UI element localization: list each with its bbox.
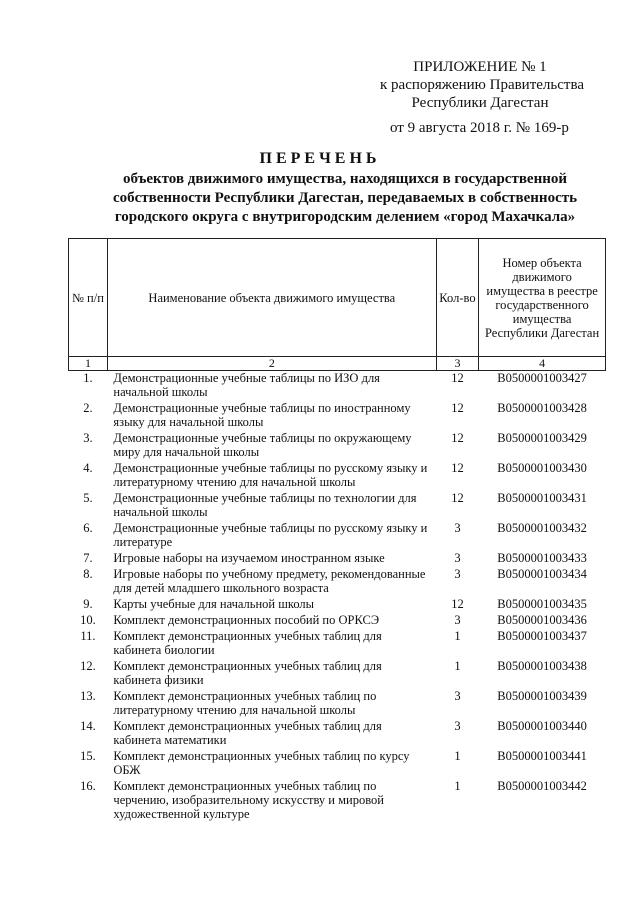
table-row bbox=[69, 371, 606, 402]
table-row bbox=[69, 401, 606, 431]
row-name: Игровые наборы на изучаемом иностранном языке bbox=[113, 551, 385, 565]
row-number: 7. bbox=[83, 551, 93, 565]
row-quantity: 12 bbox=[451, 461, 464, 475]
row-quantity: 3 bbox=[454, 719, 461, 733]
header-qty: Кол-во bbox=[436, 239, 478, 357]
row-quantity: 12 bbox=[451, 371, 464, 385]
table-row bbox=[69, 491, 606, 521]
header-name: Наименование объекта движимого имущества bbox=[107, 239, 436, 357]
row-quantity: 1 bbox=[454, 629, 461, 643]
row-quantity: 12 bbox=[451, 597, 464, 611]
row-number: 8. bbox=[83, 567, 93, 581]
row-number: 12. bbox=[80, 659, 96, 673]
row-name: Комплект демонстрационных учебных таблиц по курсу ОБЖ bbox=[113, 749, 410, 777]
appendix-order-line: к распоряжению Правительства bbox=[380, 77, 585, 93]
row-quantity: 1 bbox=[454, 659, 461, 673]
row-quantity: 12 bbox=[451, 491, 464, 505]
row-registry-number: В0500001003430 bbox=[497, 461, 587, 475]
table-row bbox=[69, 567, 606, 597]
row-name: Комплект демонстрационных учебных таблиц для кабинета математики bbox=[113, 719, 382, 747]
table-row bbox=[69, 779, 606, 823]
row-number: 1. bbox=[83, 371, 93, 385]
row-registry-number: В0500001003432 bbox=[497, 521, 587, 535]
row-quantity: 3 bbox=[454, 567, 461, 581]
column-number-4: 4 bbox=[479, 357, 606, 371]
row-name: Комплект демонстрационных пособий по ОРКСЭ bbox=[113, 613, 380, 627]
row-quantity: 12 bbox=[451, 401, 464, 415]
row-number: 3. bbox=[83, 431, 93, 445]
row-number: 9. bbox=[83, 597, 93, 611]
column-number-1: 1 bbox=[69, 357, 108, 371]
document-subtitle bbox=[90, 170, 600, 227]
appendix-header bbox=[380, 58, 585, 112]
appendix-title: ПРИЛОЖЕНИЕ № 1 bbox=[413, 59, 547, 75]
table-row bbox=[69, 597, 606, 613]
row-number: 14. bbox=[80, 719, 96, 733]
row-name: Комплект демонстрационных учебных таблиц по черчению, изобразительному искусству и мировой художественной культуре bbox=[113, 779, 384, 821]
row-registry-number: В0500001003435 bbox=[497, 597, 587, 611]
row-name: Демонстрационные учебные таблицы по иностранному языку для начальной школы bbox=[113, 401, 411, 429]
table-row bbox=[69, 431, 606, 461]
row-number: 11. bbox=[80, 629, 96, 643]
subtitle-line-1: объектов движимого имущества, находящихся в государственной bbox=[122, 171, 568, 187]
table-row bbox=[69, 521, 606, 551]
row-registry-number: В0500001003440 bbox=[497, 719, 587, 733]
table-row bbox=[69, 659, 606, 689]
row-registry-number: В0500001003439 bbox=[497, 689, 587, 703]
row-number: 15. bbox=[80, 749, 96, 763]
row-number: 6. bbox=[83, 521, 93, 535]
table-row bbox=[69, 613, 606, 629]
table-row bbox=[69, 461, 606, 491]
row-name: Демонстрационные учебные таблицы по русскому языку и литературе bbox=[113, 521, 428, 549]
document-title: ПЕРЕЧЕНЬ bbox=[259, 150, 381, 167]
row-quantity: 3 bbox=[454, 613, 461, 627]
row-registry-number: В0500001003429 bbox=[497, 431, 587, 445]
row-name: Демонстрационные учебные таблицы по окружающему миру для начальной школы bbox=[113, 431, 412, 459]
row-registry-number: В0500001003433 bbox=[497, 551, 587, 565]
row-number: 10. bbox=[80, 613, 96, 627]
header-reg: Номер объекта движимого имущества в реестре государственного имущества Республики Дагестан bbox=[479, 239, 606, 357]
column-number-2: 2 bbox=[107, 357, 436, 371]
row-registry-number: В0500001003441 bbox=[497, 749, 587, 763]
appendix-date: от 9 августа 2018 г. № 169-р bbox=[390, 120, 569, 136]
row-name: Комплект демонстрационных учебных таблиц для кабинета физики bbox=[113, 659, 382, 687]
row-number: 5. bbox=[83, 491, 93, 505]
row-name: Демонстрационные учебные таблицы по технологии для начальной школы bbox=[113, 491, 417, 519]
row-quantity: 12 bbox=[451, 431, 464, 445]
row-registry-number: В0500001003427 bbox=[497, 371, 587, 385]
row-registry-number: В0500001003437 bbox=[497, 629, 587, 643]
row-registry-number: В0500001003428 bbox=[497, 401, 587, 415]
table-row bbox=[69, 689, 606, 719]
table-row bbox=[69, 551, 606, 567]
row-name: Демонстрационные учебные таблицы по русскому языку и литературному чтению для начальной школы bbox=[113, 461, 428, 489]
row-name: Комплект демонстрационных учебных таблиц по литературному чтению для начальной школы bbox=[113, 689, 377, 717]
column-number-3: 3 bbox=[436, 357, 478, 371]
table-body bbox=[69, 371, 606, 824]
row-quantity: 1 bbox=[454, 779, 461, 793]
row-name: Карты учебные для начальной школы bbox=[113, 597, 315, 611]
row-name: Комплект демонстрационных учебных таблиц для кабинета биологии bbox=[113, 629, 382, 657]
subtitle-line-2: собственности Республики Дагестан, передаваемых в собственность bbox=[112, 190, 578, 206]
row-name: Демонстрационные учебные таблицы по ИЗО для начальной школы bbox=[113, 371, 380, 399]
subtitle-line-3: городского округа с внутригородским делением «город Махачкала» bbox=[114, 209, 576, 225]
row-registry-number: В0500001003431 bbox=[497, 491, 587, 505]
table-row bbox=[69, 629, 606, 659]
row-registry-number: В0500001003436 bbox=[497, 613, 587, 627]
row-number: 13. bbox=[80, 689, 96, 703]
table-row bbox=[69, 719, 606, 749]
row-number: 16. bbox=[80, 779, 96, 793]
header-num: № п/п bbox=[69, 239, 108, 357]
row-quantity: 3 bbox=[454, 551, 461, 565]
table-row bbox=[69, 749, 606, 779]
row-quantity: 1 bbox=[454, 749, 461, 763]
row-quantity: 3 bbox=[454, 689, 461, 703]
row-quantity: 3 bbox=[454, 521, 461, 535]
row-name: Игровые наборы по учебному предмету, рекомендованные для детей младшего школьного возраста bbox=[113, 567, 426, 595]
property-table bbox=[68, 238, 606, 823]
appendix-government-line: Республики Дагестан bbox=[411, 95, 549, 111]
row-registry-number: В0500001003438 bbox=[497, 659, 587, 673]
row-number: 4. bbox=[83, 461, 93, 475]
column-number-row bbox=[69, 357, 606, 371]
row-registry-number: В0500001003434 bbox=[497, 567, 587, 581]
row-registry-number: В0500001003442 bbox=[497, 779, 587, 793]
row-number: 2. bbox=[83, 401, 93, 415]
table-header-row bbox=[69, 239, 606, 357]
